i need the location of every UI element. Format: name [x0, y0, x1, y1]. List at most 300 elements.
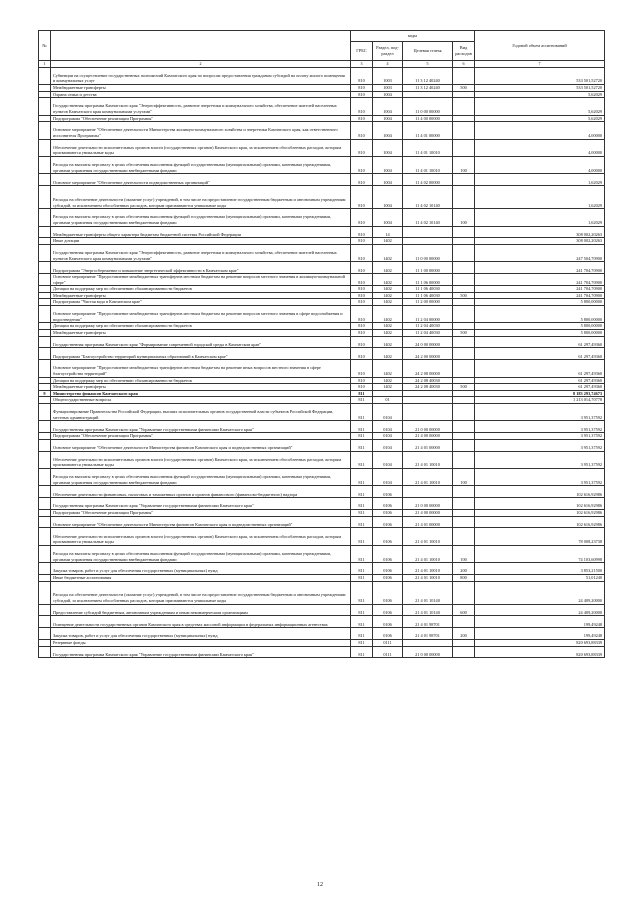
row-grbs: 811: [351, 486, 373, 498]
row-target: [403, 404, 453, 421]
table-row: [39, 299, 605, 306]
row-amount: 24 409,20000: [475, 581, 605, 604]
table-body: [39, 67, 605, 658]
row-section: 1003: [373, 84, 403, 91]
row-amount: 5 800,00000: [475, 330, 605, 337]
row-name: Обеспечение деятельности исполнительных органов власти (государственных органов) Камчатского края, за исключением обособленных расходов, которым присваиваются уникальные коды: [51, 139, 351, 156]
row-target: 11 1 06 00000: [403, 274, 453, 286]
row-section: 1402: [373, 306, 403, 323]
row-grbs: 811: [351, 646, 373, 658]
row-name: Подпрограмма "Благоустройство территорий муниципальных образований в Камчатском крае": [51, 348, 351, 360]
row-grbs: 811: [351, 628, 373, 640]
row-section: 0106: [373, 509, 403, 516]
row-section: [373, 390, 403, 397]
row-number: [39, 186, 51, 209]
row-name: Субвенции на осуществление государственных полномочий Камчатского края по вопросам предоставления гражданам субсидий на оплату жилого помещения и коммунальных услуг: [51, 67, 351, 84]
row-grbs: 810: [351, 115, 373, 122]
row-grbs: 810: [351, 98, 373, 115]
row-number: [39, 348, 51, 360]
row-type: [453, 186, 475, 209]
table-row: [39, 439, 605, 451]
row-number: [39, 509, 51, 516]
row-type: [453, 67, 475, 84]
row-amount: 102 616,92986: [475, 509, 605, 516]
table-row: [39, 486, 605, 498]
row-name: Основное мероприятие "Предоставление межбюджетных трансфертов местным бюджетам на решение иных вопросов местного значения в сфере благоустройства территорий": [51, 360, 351, 377]
row-target: 24 2 00 00000: [403, 348, 453, 360]
table-row: [39, 98, 605, 115]
row-name: Расходы на обеспечение деятельности (оказание услуг) учреждений, в том числе на предоставление государственным бюджетным и автономным учреждениям субсидий, за исключением обособленных расходов, которым присваиваются уникальные коды: [51, 581, 351, 604]
row-section: 14: [373, 226, 403, 238]
row-section: 1004: [373, 186, 403, 209]
table-row: [39, 67, 605, 84]
table-row: [39, 516, 605, 528]
row-target: 11 4 01 00000: [403, 122, 453, 139]
row-type: 100: [453, 156, 475, 173]
index-cell: 6: [453, 61, 475, 68]
row-target: 21 4 00 00000: [403, 433, 453, 440]
row-type: [453, 581, 475, 604]
header-type: Вид расходов: [453, 42, 475, 61]
row-name: Межбюджетные трансферты: [51, 384, 351, 391]
row-section: 1402: [373, 323, 403, 330]
row-number: [39, 439, 51, 451]
index-cell: 5: [403, 61, 453, 68]
row-section: 1402: [373, 377, 403, 384]
row-number: [39, 516, 51, 528]
row-target: [403, 226, 453, 238]
row-grbs: 810: [351, 262, 373, 274]
row-number: [39, 451, 51, 468]
table-row: [39, 433, 605, 440]
header-name: [51, 31, 351, 61]
row-section: 0106: [373, 516, 403, 528]
row-type: 500: [453, 384, 475, 391]
row-number: [39, 115, 51, 122]
row-target: 21 4 01 98701: [403, 616, 453, 628]
header-amount: Годовой объем ассигнований: [475, 31, 605, 61]
row-grbs: 810: [351, 286, 373, 293]
row-number: [39, 498, 51, 510]
row-name: Межбюджетные трансферты: [51, 292, 351, 299]
row-grbs: 811: [351, 439, 373, 451]
row-type: [453, 486, 475, 498]
row-amount: 241 704,70900: [475, 286, 605, 293]
row-grbs: 810: [351, 122, 373, 139]
page-number: 12: [317, 882, 323, 888]
row-amount: 3 951,37592: [475, 404, 605, 421]
row-number: [39, 84, 51, 91]
row-name: Основное мероприятие "Обеспечение деятельности Министерства финансов Камчатского края и подведомственных организаций": [51, 439, 351, 451]
row-name: Резервные фонды: [51, 639, 351, 646]
row-name: Обеспечение деятельности исполнительных органов власти (государственных органов) Камчатского края, за исключением обособленных расходов, которым присваиваются уникальные коды: [51, 451, 351, 468]
budget-table: [38, 30, 605, 658]
row-section: 0106: [373, 498, 403, 510]
row-type: 600: [453, 604, 475, 616]
row-number: [39, 639, 51, 646]
row-grbs: 810: [351, 377, 373, 384]
row-target: 11 2 04 40030: [403, 330, 453, 337]
row-amount: 4,00000: [475, 139, 605, 156]
row-target: 24 0 00 00000: [403, 336, 453, 348]
row-target: 11 0 00 00000: [403, 98, 453, 115]
row-number: [39, 209, 51, 226]
row-grbs: 810: [351, 174, 373, 186]
table-row: [39, 115, 605, 122]
row-target: 21 4 00 00000: [403, 509, 453, 516]
row-amount: 102 616,92986: [475, 486, 605, 498]
row-number: [39, 244, 51, 261]
row-name: Подпрограмма "Чистая вода в Камчатском крае": [51, 299, 351, 306]
row-type: [453, 226, 475, 238]
row-type: 200: [453, 563, 475, 575]
table-row: [39, 377, 605, 384]
row-section: 0104: [373, 421, 403, 433]
row-type: [453, 498, 475, 510]
row-number: [39, 274, 51, 286]
row-grbs: 810: [351, 299, 373, 306]
row-type: [453, 98, 475, 115]
table-row: [39, 139, 605, 156]
row-name: Расходы на выплаты персоналу в целях обеспечения выполнения функций государственными (муниципальными) органами, казенными учреждениями, органами управления государственными внебюджетными фондами: [51, 209, 351, 226]
row-type: [453, 439, 475, 451]
row-name: Расходы на выплаты персоналу в целях обеспечения выполнения функций государственными (муниципальными) органами, казенными учреждениями, органами управления государственными внебюджетными фондами: [51, 545, 351, 562]
row-name: Дотации на поддержку мер по обеспечению сбалансированности бюджетов: [51, 323, 351, 330]
row-section: 01: [373, 397, 403, 404]
row-grbs: 810: [351, 67, 373, 84]
row-type: [453, 421, 475, 433]
row-section: 0106: [373, 604, 403, 616]
row-type: [453, 115, 475, 122]
row-name: Основное мероприятие "Предоставление межбюджетных трансфертов местным бюджетам на решение вопросов местного значения в жилищно-коммунальной сфере": [51, 274, 351, 286]
row-amount: 3 951,37592: [475, 468, 605, 485]
row-type: [453, 616, 475, 628]
row-amount: 61 297,49360: [475, 360, 605, 377]
header-index-row: [39, 61, 605, 68]
row-target: 11 2 04 00000: [403, 306, 453, 323]
row-number: [39, 404, 51, 421]
row-target: 11 3 12 40240: [403, 84, 453, 91]
row-number: [39, 421, 51, 433]
row-section: 1402: [373, 384, 403, 391]
row-target: 11 0 00 00000: [403, 244, 453, 261]
row-type: [453, 404, 475, 421]
row-section: 0104: [373, 404, 403, 421]
row-amount: 820 693,88339: [475, 639, 605, 646]
row-type: [453, 238, 475, 245]
row-target: [403, 486, 453, 498]
row-number: [39, 433, 51, 440]
row-name: Основное мероприятие "Обеспечение деятельности Министерства жилищно-коммунального хозяйства и энергетики Камчатского края, как ответственного исполнителя Программы": [51, 122, 351, 139]
table-row: [39, 330, 605, 337]
row-name: Предоставление субсидий бюджетным, автономным учреждениям и иным некоммерческим организациям: [51, 604, 351, 616]
row-section: 1004: [373, 139, 403, 156]
row-section: 1003: [373, 67, 403, 84]
row-amount: 8 183 293,74673: [475, 390, 605, 397]
row-type: 500: [453, 84, 475, 91]
table-row: [39, 397, 605, 404]
row-grbs: 810: [351, 84, 373, 91]
row-type: [453, 336, 475, 348]
row-section: 1004: [373, 91, 403, 98]
table-row: [39, 84, 605, 91]
row-number: [39, 384, 51, 391]
table-row: [39, 174, 605, 186]
table-row: [39, 306, 605, 323]
row-grbs: 810: [351, 139, 373, 156]
row-name: Межбюджетные трансферты: [51, 84, 351, 91]
row-grbs: 811: [351, 516, 373, 528]
row-section: 1402: [373, 262, 403, 274]
index-cell: 7: [475, 61, 605, 68]
row-amount: 1,62029: [475, 174, 605, 186]
row-name: Министерство финансов Камчатского края: [51, 390, 351, 397]
row-target: 21 4 01 10010: [403, 451, 453, 468]
row-amount: 5,62029: [475, 98, 605, 115]
row-name: Межбюджетные трансферты общего характера бюджетам бюджетной системы Российской Федерации: [51, 226, 351, 238]
row-target: 21 4 01 00000: [403, 439, 453, 451]
row-number: [39, 67, 51, 84]
row-type: 200: [453, 628, 475, 640]
row-type: 100: [453, 468, 475, 485]
row-amount: 61 297,49360: [475, 377, 605, 384]
row-amount: 5,62029: [475, 91, 605, 98]
row-number: [39, 286, 51, 293]
row-amount: 5,62029: [475, 115, 605, 122]
row-name: Подпрограмма "Обеспечение реализации Программы": [51, 115, 351, 122]
row-section: 0104: [373, 433, 403, 440]
row-type: [453, 390, 475, 397]
row-grbs: 811: [351, 498, 373, 510]
row-section: 1004: [373, 122, 403, 139]
row-amount: 241 704,70900: [475, 292, 605, 299]
row-type: [453, 274, 475, 286]
row-grbs: 811: [351, 574, 373, 581]
row-amount: 24 409,20000: [475, 604, 605, 616]
row-section: 0106: [373, 486, 403, 498]
row-amount: 61 297,49360: [475, 384, 605, 391]
row-name: Государственная программа Камчатского края "Управление государственными финансами Камчатского края": [51, 498, 351, 510]
row-number: [39, 563, 51, 575]
row-name: Закупка товаров, работ и услуг для обеспечения государственных (муниципальных) нужд: [51, 563, 351, 575]
index-cell: 2: [51, 61, 351, 68]
row-amount: 533 501,52720: [475, 67, 605, 84]
row-number: [39, 262, 51, 274]
row-number: [39, 156, 51, 173]
row-number: [39, 323, 51, 330]
row-grbs: 811: [351, 545, 373, 562]
row-target: 24 2 08 40030: [403, 377, 453, 384]
row-type: 100: [453, 545, 475, 562]
row-target: [403, 91, 453, 98]
row-amount: 3 951,37592: [475, 421, 605, 433]
row-amount: 199,49248: [475, 616, 605, 628]
row-grbs: 811: [351, 581, 373, 604]
table-row: [39, 563, 605, 575]
row-type: [453, 451, 475, 468]
table-row: [39, 390, 605, 397]
table-row: [39, 451, 605, 468]
row-number: [39, 528, 51, 545]
row-amount: 61 297,49360: [475, 348, 605, 360]
row-name: Освещение деятельности государственных органов Камчатского края в средствах массовой информации и федеральных информационных агентствах: [51, 616, 351, 628]
row-section: 0106: [373, 545, 403, 562]
row-type: 100: [453, 209, 475, 226]
row-name: Государственная программа Камчатского края "Энергоэффективность, развитие энергетики и коммунального хозяйства, обеспечение жителей населенных пунктов Камчатского края коммунальными услугами": [51, 98, 351, 115]
table-row: [39, 209, 605, 226]
row-amount: 102 616,92986: [475, 498, 605, 510]
row-target: 21 0 00 00000: [403, 421, 453, 433]
row-amount: 199,49248: [475, 628, 605, 640]
row-amount: 3 853,21500: [475, 563, 605, 575]
row-number: [39, 397, 51, 404]
row-grbs: 810: [351, 323, 373, 330]
row-type: [453, 139, 475, 156]
row-grbs: 810: [351, 274, 373, 286]
row-section: 1004: [373, 209, 403, 226]
row-target: 21 4 01 10010: [403, 468, 453, 485]
row-number: [39, 174, 51, 186]
table-row: [39, 639, 605, 646]
table-row: [39, 348, 605, 360]
row-name: Дотации на поддержку мер по обеспечению сбалансированности бюджетов: [51, 377, 351, 384]
row-name: Государственная программа Камчатского края "Энергоэффективность, развитие энергетики и коммунального хозяйства, обеспечение жителей населенных пунктов Камчатского края коммунальными услугами": [51, 244, 351, 261]
row-grbs: 810: [351, 306, 373, 323]
row-grbs: 810: [351, 360, 373, 377]
row-grbs: 810: [351, 238, 373, 245]
row-type: [453, 244, 475, 261]
row-amount: 308 002,20263: [475, 238, 605, 245]
row-target: 11 3 12 40240: [403, 67, 453, 84]
row-number: [39, 646, 51, 658]
row-type: [453, 91, 475, 98]
row-name: Расходы на выплаты персоналу в целях обеспечения выполнения функций государственными (муниципальными) органами, казенными учреждениями, органами управления государственными внебюджетными фондами: [51, 156, 351, 173]
row-name: Функционирование Правительства Российской Федерации, высших исполнительных органов государственной власти субъектов Российской Федерации, местных администраций: [51, 404, 351, 421]
row-number: [39, 581, 51, 604]
row-target: 11 4 02 10140: [403, 186, 453, 209]
row-grbs: 810: [351, 244, 373, 261]
row-section: 0106: [373, 528, 403, 545]
row-target: 11 4 02 00000: [403, 174, 453, 186]
row-name: Основное мероприятие "Предоставление межбюджетных трансфертов местным бюджетам на решение вопросов местного значения в сфере водоснабжения и водоотведения": [51, 306, 351, 323]
row-grbs: 811: [351, 639, 373, 646]
row-target: [403, 639, 453, 646]
row-section: 1402: [373, 244, 403, 261]
row-number: [39, 604, 51, 616]
row-amount: 5 800,00000: [475, 299, 605, 306]
row-amount: 51,01240: [475, 574, 605, 581]
row-type: [453, 306, 475, 323]
table-row: [39, 292, 605, 299]
row-amount: 308 002,20263: [475, 226, 605, 238]
row-target: 24 2 08 40030: [403, 384, 453, 391]
table-row: [39, 616, 605, 628]
row-amount: 241 704,70900: [475, 262, 605, 274]
row-grbs: 810: [351, 330, 373, 337]
row-amount: 61 297,49360: [475, 336, 605, 348]
row-type: [453, 323, 475, 330]
row-name: Подпрограмма "Энергосбережение и повышение энергетической эффективности в Камчатском крае": [51, 262, 351, 274]
row-section: 1004: [373, 156, 403, 173]
row-target: 21 4 01 10010: [403, 545, 453, 562]
row-target: [403, 390, 453, 397]
row-grbs: 810: [351, 156, 373, 173]
table-row: [39, 122, 605, 139]
table-row: [39, 628, 605, 640]
row-section: 0106: [373, 574, 403, 581]
row-section: 0106: [373, 616, 403, 628]
row-grbs: 811: [351, 390, 373, 397]
table-row: [39, 91, 605, 98]
row-section: 0106: [373, 563, 403, 575]
row-grbs: 810: [351, 348, 373, 360]
row-grbs: 810: [351, 292, 373, 299]
table-row: [39, 238, 605, 245]
row-amount: 78 008,23738: [475, 528, 605, 545]
row-type: [453, 299, 475, 306]
row-type: [453, 286, 475, 293]
row-name: Иные дотации: [51, 238, 351, 245]
row-grbs: 811: [351, 404, 373, 421]
row-amount: 247 504,70900: [475, 244, 605, 261]
row-name: Подпрограмма "Обеспечение реализации Программы": [51, 509, 351, 516]
row-grbs: 810: [351, 209, 373, 226]
row-section: 1402: [373, 336, 403, 348]
table-row: [39, 604, 605, 616]
row-section: 1004: [373, 174, 403, 186]
row-name: Государственная программа Камчатского края "Управление государственными финансами Камчатского края": [51, 421, 351, 433]
row-type: [453, 262, 475, 274]
document-page: [38, 30, 604, 658]
row-number: [39, 486, 51, 498]
row-amount: 533 501,52720: [475, 84, 605, 91]
row-section: 0104: [373, 439, 403, 451]
row-target: 21 4 01 10010: [403, 528, 453, 545]
index-cell: 4: [373, 61, 403, 68]
row-section: 0106: [373, 628, 403, 640]
row-section: 1402: [373, 330, 403, 337]
row-section: 1004: [373, 98, 403, 115]
row-section: 1402: [373, 274, 403, 286]
row-amount: 820 693,88339: [475, 646, 605, 658]
table-row: [39, 404, 605, 421]
table-row: [39, 509, 605, 516]
row-target: 21 0 00 00000: [403, 498, 453, 510]
row-grbs: 810: [351, 91, 373, 98]
table-row: [39, 384, 605, 391]
row-amount: 3 951,37592: [475, 433, 605, 440]
row-number: [39, 292, 51, 299]
table-row: [39, 274, 605, 286]
row-amount: 1 213 014,70778: [475, 397, 605, 404]
row-section: 1402: [373, 348, 403, 360]
table-row: [39, 336, 605, 348]
row-type: 500: [453, 292, 475, 299]
row-grbs: 810: [351, 336, 373, 348]
row-target: 24 2 08 00000: [403, 360, 453, 377]
row-target: 11 4 01 10010: [403, 156, 453, 173]
row-section: 1402: [373, 238, 403, 245]
row-target: 11 1 06 40030: [403, 286, 453, 293]
table-row: [39, 528, 605, 545]
row-target: 11 4 00 00000: [403, 115, 453, 122]
row-number: [39, 468, 51, 485]
header-codes-group: коды: [351, 31, 475, 42]
table-row: [39, 360, 605, 377]
row-type: [453, 516, 475, 528]
row-amount: 5 800,00000: [475, 323, 605, 330]
row-target: 11 1 00 00000: [403, 262, 453, 274]
